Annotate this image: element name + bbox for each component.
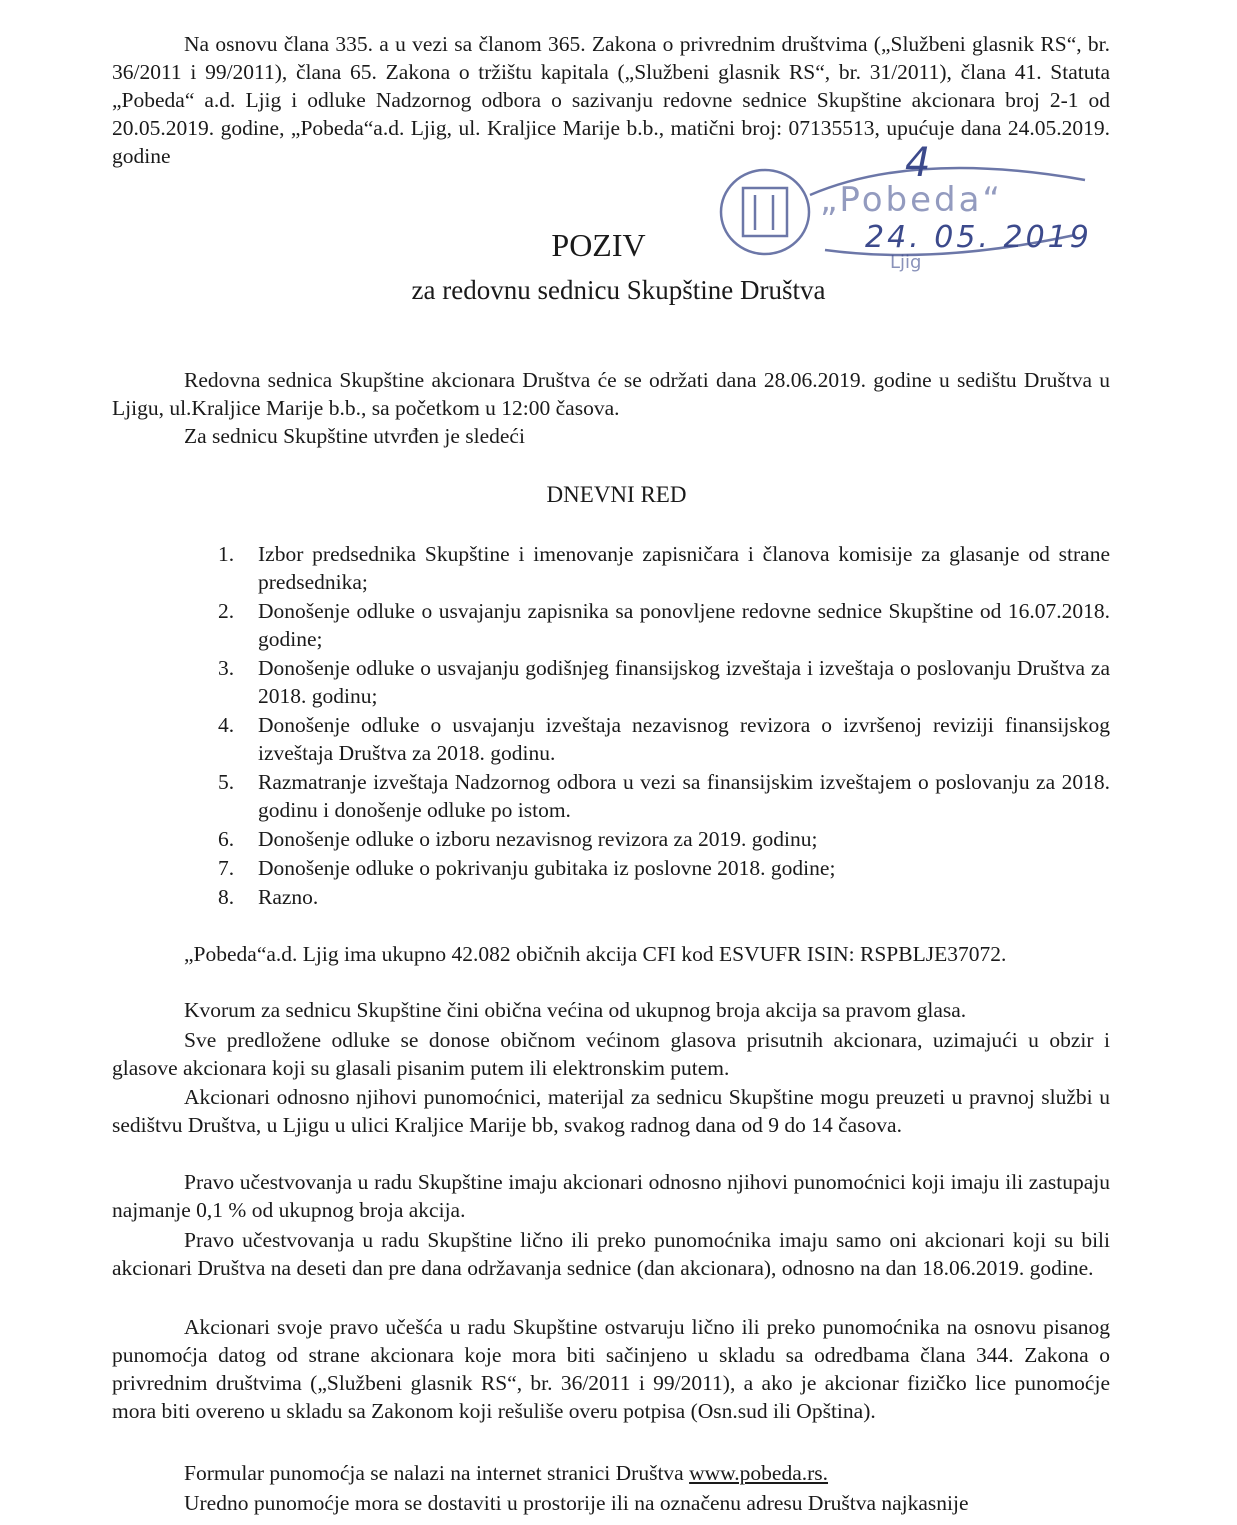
stamp-city: Ljig: [890, 252, 922, 273]
agenda-item-number: 3.: [218, 656, 235, 680]
agenda-item-text: Razmatranje izveštaja Nadzornog odbora u vezi sa finansijskim izveštajem o poslovanju za 2018. godinu i donošenje odluke po istom.: [258, 770, 1110, 822]
agenda-item-number: 6.: [218, 827, 235, 851]
decisions-paragraph: Sve predložene odluke se donose običnom većinom glasova prisutnih akcionara, uzimajući u obzir i glasove akcionara koji su glasali pisanim putem ili elektronskim putem.: [112, 1028, 1110, 1080]
delivery-paragraph: Uredno punomoćje mora se dostaviti u prostorije ili na označenu adresu Društva najkasnije: [184, 1491, 969, 1515]
agenda-item: [218, 854, 1110, 882]
agenda-item: [218, 540, 1110, 596]
quorum-paragraph: Kvorum za sednicu Skupštine čini obična većina od ukupnog broja akcija sa pravom glasa.: [184, 998, 967, 1022]
participation-paragraph-1: Pravo učestvovanja u radu Skupštine imaju akcionari odnosno njihovi punomoćnici koji imaju ili zastupaju najmanje 0,1 % od ukupnog broja akcija.: [112, 1170, 1110, 1222]
agenda-item-number: 7.: [218, 856, 235, 880]
proxy-paragraph: Akcionari svoje pravo učešća u radu Skupštine ostvaruju lično ili preko punomoćnika na osnovu pisanog punomoćja datog od strane akcionara koje mora biti sačinjeno u skladu sa odredbama člana 344. Zakona o privrednim društvima („Službeni glasnik RS“, br. 36/2011 i 99/2011), a ako je akcionar fizičko lice punomoćje mora biti overeno u skladu sa Zakonom koji rešuliše overu potpisa (Osn.sud ili Opština).: [112, 1315, 1110, 1423]
website-link[interactable]: www.pobeda.rs.: [689, 1461, 829, 1485]
document-title: POZIV: [551, 227, 646, 263]
agenda-item-text: Donošenje odluke o izboru nezavisnog revizora za 2019. godinu;: [258, 827, 818, 851]
agenda-item-number: 1.: [218, 542, 235, 566]
stamp-org: „Pobeda“: [820, 180, 1004, 220]
form-text: Formular punomoćja se nalazi na internet stranici Društva: [184, 1461, 690, 1485]
agenda-item: [218, 768, 1110, 824]
session-paragraph: Redovna sednica Skupštine akcionara Društva će se održati dana 28.06.2019. godine u sedištu Društva u Ljigu, ul.Kraljice Marije b.b., sa početkom u 12:00 časova.: [112, 368, 1110, 420]
agenda-intro: Za sednicu Skupštine utvrđen je sledeći: [184, 424, 525, 448]
agenda-item-text: Donošenje odluke o pokrivanju gubitaka iz poslovne 2018. godine;: [258, 856, 836, 880]
agenda-item-text: Donošenje odluke o usvajanju izveštaja nezavisnog revizora o izvršenoj reviziji finansijskog izveštaja Društva za 2018. godinu.: [258, 713, 1110, 765]
agenda-item-text: Donošenje odluke o usvajanju zapisnika sa ponovljene redovne sednice Skupštine od 16.07.2018. godine;: [258, 599, 1110, 651]
agenda-list: [218, 540, 1110, 912]
agenda-title: DNEVNI RED: [546, 482, 687, 507]
agenda-item-number: 5.: [218, 770, 235, 794]
form-paragraph: [112, 1459, 1110, 1487]
agenda-item-number: 8.: [218, 885, 235, 909]
agenda-item: [218, 883, 1110, 911]
document-subtitle: za redovnu sednicu Skupštine Društva: [411, 275, 826, 305]
agenda-item-number: 2.: [218, 599, 235, 623]
participation-paragraph-2: Pravo učestvovanja u radu Skupštine lično ili preko punomoćnika imaju samo oni akcionari koji su bili akcionari Društva na deseti dan pre dana održavanja sednice (dan akcionara), odnosno na dan 18.06.2019. godine.: [112, 1228, 1110, 1280]
stamp-date: 24. 05. 2019: [865, 220, 1092, 255]
agenda-item-number: 4.: [218, 713, 235, 737]
agenda-item: [218, 711, 1110, 767]
agenda-item-text: Izbor predsednika Skupštine i imenovanje zapisničara i članova komisije za glasanje od strane predsednika;: [258, 542, 1110, 594]
agenda-item-text: Donošenje odluke o usvajanju godišnjeg finansijskog izveštaja i izveštaja o poslovanju Društva za 2018. godinu;: [258, 656, 1110, 708]
stamp-number: 4: [905, 140, 931, 186]
intro-paragraph: Na osnovu člana 335. a u vezi sa članom 365. Zakona o privrednim društvima („Službeni glasnik RS“, br. 36/2011 i 99/2011), člana 65. Zakona o tržištu kapitala („Službeni glasnik RS“, br. 31/2011), člana 41. Statuta „Pobeda“ a.d. Ljig i odluke Nadzornog odbora o sazivanju redovne sednice Skupštine akcionara broj 2-1 od 20.05.2019. godine, „Pobeda“a.d. Ljig, ul. Kraljice Marije b.b., matični broj: 07135513, upućuje dana 24.05.2019. godine: [112, 32, 1110, 168]
agenda-item: [218, 597, 1110, 653]
agenda-item: [218, 654, 1110, 710]
shares-paragraph: „Pobeda“a.d. Ljig ima ukupno 42.082 običnih akcija CFI kod ESVUFR ISIN: RSPBLJE37072.: [184, 942, 1007, 966]
materials-paragraph: Akcionari odnosno njihovi punomoćnici, materijal za sednicu Skupštine mogu preuzeti u pravnoj službi u sedištvu Društva, u Ljigu u ulici Kraljice Marije bb, svakog radnog dana od 9 do 14 časova.: [112, 1085, 1110, 1137]
agenda-item: [218, 825, 1110, 853]
agenda-item-text: Razno.: [258, 885, 319, 909]
